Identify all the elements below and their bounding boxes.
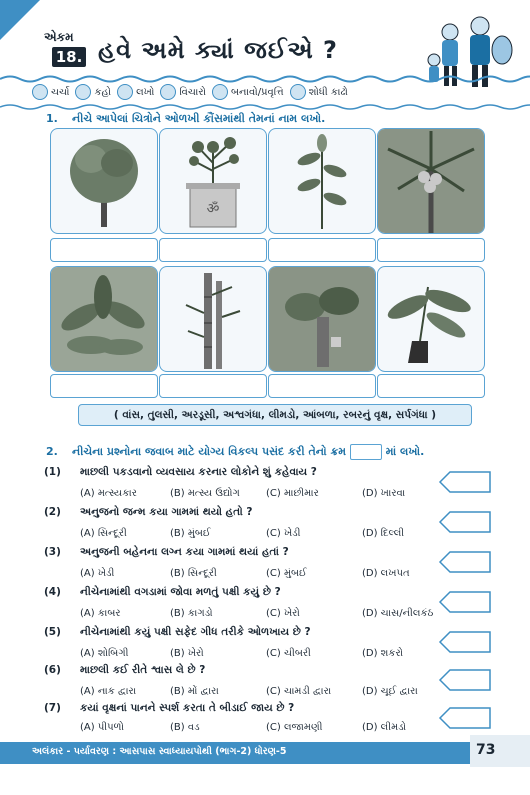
shrub-illustration [51,267,157,371]
question-1 [46,112,325,126]
unit-label: એકમ [44,30,74,44]
speak-icon [75,84,91,100]
mcq-num: (5) [44,626,61,638]
shoot-illustration [269,129,375,233]
option-b[interactable]: (B) વડ [170,722,200,733]
mcq-text: નીચેનામાંથી કયું પક્ષી સફેદ ગીધ તરીકે ઓળખાય છે ? [80,626,311,638]
answer-tag-4[interactable] [438,590,492,614]
mcq-num: (1) [44,466,61,478]
mcq-options-2 [80,528,460,539]
coconut-illustration [378,129,484,233]
option-b[interactable]: (B) સિન્દૂરી [170,568,217,579]
image-sapling [377,266,485,372]
word-bank: ( વાંસ, તુલસી, અરડૂસી, અશ્વગંધા, લીમડો, આંબળા, રબરનું વૃક્ષ, સર્પગંધા ) [78,404,472,426]
option-a[interactable]: (A) શોબિગી [80,648,129,659]
option-a[interactable]: (A) નાક દ્વારા [80,686,137,697]
image-coconut [377,128,485,234]
mcq-text: અનુજની બહેનના લગ્ન કયા ગામમાં થયાં હતાં ? [80,546,289,558]
option-c[interactable]: (C) ખેરો [266,608,300,619]
image-tree [50,128,158,234]
mcq-options-7 [80,722,460,733]
image-tulsi [159,128,267,234]
mcq-question-1 [44,466,484,479]
answer-box-8[interactable] [377,374,485,398]
question-number: 1. [46,112,58,125]
activity-write [117,84,154,100]
mcq-text: માછલી કઈ રીતે શ્વાસ લે છે ? [80,664,206,676]
option-a[interactable]: (A) સિન્દૂરી [80,528,127,539]
mcq-options-3 [80,568,460,579]
svg-text:ॐ: ॐ [206,201,220,217]
answer-tag-3[interactable] [438,550,492,574]
mcq-question-3 [44,546,484,559]
answer-box-2[interactable] [159,238,267,262]
activity-label: બનાવો/પ્રવૃત્તિ [231,86,284,98]
activity-think [160,84,206,100]
question-text-end: માં લખો. [385,445,425,458]
activity-find [290,84,348,100]
tulsi-illustration [160,129,266,233]
option-d[interactable]: (D) ચૂઈ દ્વારા [362,686,418,697]
mcq-options-6 [80,686,460,697]
sapling-illustration [378,267,484,371]
tree-illustration [51,129,157,233]
rubber-tree-illustration [269,267,375,371]
option-d[interactable]: (D) દિલ્લી [362,528,405,539]
mcq-options-5 [80,648,460,659]
mcq-question-7 [44,702,484,715]
answer-tag-2[interactable] [438,510,492,534]
option-c[interactable]: (C) મુંબઈ [266,568,307,579]
activity-make [212,84,284,100]
answer-box-3[interactable] [268,238,376,262]
mcq-question-4 [44,586,484,599]
mcq-text: માછલી પકડવાનો વ્યવસાય કરનાર લોકોને શું કહેવાય ? [80,466,317,478]
option-d[interactable]: (D) ખારવા [362,488,406,499]
mcq-text: કયાં વૃક્ષનાં પાનને સ્પર્શ કરતા તે બીડાઈ જાય છે ? [80,702,295,714]
answer-tag-1[interactable] [438,470,492,494]
activity-label: કહો [94,86,112,98]
activity-label: વિચારો [179,86,207,98]
option-a[interactable]: (A) ખેડી [80,568,115,579]
answer-box-1[interactable] [50,238,158,262]
mcq-options-1 [80,488,460,499]
answer-box-6[interactable] [159,374,267,398]
option-a[interactable]: (A) મત્સ્યકાર [80,488,137,499]
wave-border-bottom [0,103,530,111]
option-c[interactable]: (C) ચામડી દ્વારા [266,686,332,697]
option-b[interactable]: (B) મોં દ્વારા [170,686,219,697]
discussion-icon [32,84,48,100]
option-d[interactable]: (D) લીમડો [362,722,407,733]
option-a[interactable]: (A) કાબર [80,608,121,619]
activity-speak [75,84,111,100]
question-text: નીચેના પ્રશ્નોના જવાબ માટે યોગ્ય વિકલ્પ પસંદ કરી તેનો ક્રમ [72,445,347,458]
option-c[interactable]: (C) લજામણી [266,722,323,733]
option-c[interactable]: (C) માછીમાર [266,488,319,499]
activity-label: શોધી કાઢો [308,86,348,98]
answer-tag-7[interactable] [438,706,492,730]
image-rubber-tree [268,266,376,372]
mcq-question-6 [44,664,484,677]
footer-text: અલંકાર - પર્યાવરણ : આસપાસ સ્વાધ્યાયપોથી (ભાગ-2) ધોરણ-5 [32,746,287,757]
question-2 [46,444,506,460]
option-b[interactable]: (B) કાગડો [170,608,213,619]
activity-label: લખો [136,86,155,98]
mcq-options-4 [80,608,460,619]
answer-box-5[interactable] [50,374,158,398]
write-icon [117,84,133,100]
option-b[interactable]: (B) ખેરો [170,648,204,659]
mcq-text: અનુજનો જન્મ કયા ગામમાં થયો હતો ? [80,506,253,518]
image-shoot [268,128,376,234]
question-text: નીચે આપેલાં ચિત્રોને ઓળખી કૌંસમાંથી તેમનાં નામ લખો. [72,112,326,125]
corner-decoration [0,0,40,40]
option-b[interactable]: (B) મત્સ્ય ઉદ્યોગ [170,488,240,499]
option-d[interactable]: (D) ચાસ/નીલકંઠ [362,608,434,619]
question-number: 2. [46,445,58,458]
answer-tag-5[interactable] [438,630,492,654]
find-icon [290,84,306,100]
activity-label: ચર્ચા [51,86,70,98]
option-b[interactable]: (B) મુંબઈ [170,528,211,539]
mcq-num: (7) [44,702,61,714]
mcq-num: (2) [44,506,61,518]
mcq-question-5 [44,626,484,639]
option-c[interactable]: (C) ચીબરી [266,648,311,659]
activity-icon [212,84,228,100]
page-title: હવે અમે ક્યાં જઈએ ? [98,36,338,64]
option-d[interactable]: (D) શકરો [362,648,404,659]
option-a[interactable]: (A) પીપળો [80,722,124,733]
answer-box-7[interactable] [268,374,376,398]
mcq-question-2 [44,506,484,519]
activity-discussion [32,84,69,100]
image-shrub [50,266,158,372]
activity-bar [32,82,508,102]
answer-tag-6[interactable] [438,668,492,692]
image-bamboo [159,266,267,372]
mcq-num: (6) [44,664,61,676]
mcq-num: (3) [44,546,61,558]
option-c[interactable]: (C) ખેડી [266,528,301,539]
bamboo-illustration [160,267,266,371]
page-number-box [470,735,530,767]
unit-number: 18. [52,47,86,67]
mcq-text: નીચેનામાંથી વગડામાં જોવા મળતું પક્ષી કયું છે ? [80,586,281,598]
page-number: 73 [476,742,496,758]
answer-box-4[interactable] [377,238,485,262]
option-d[interactable]: (D) લખપત [362,568,410,579]
think-icon [160,84,176,100]
mcq-num: (4) [44,586,61,598]
answer-sample-box [350,444,382,460]
